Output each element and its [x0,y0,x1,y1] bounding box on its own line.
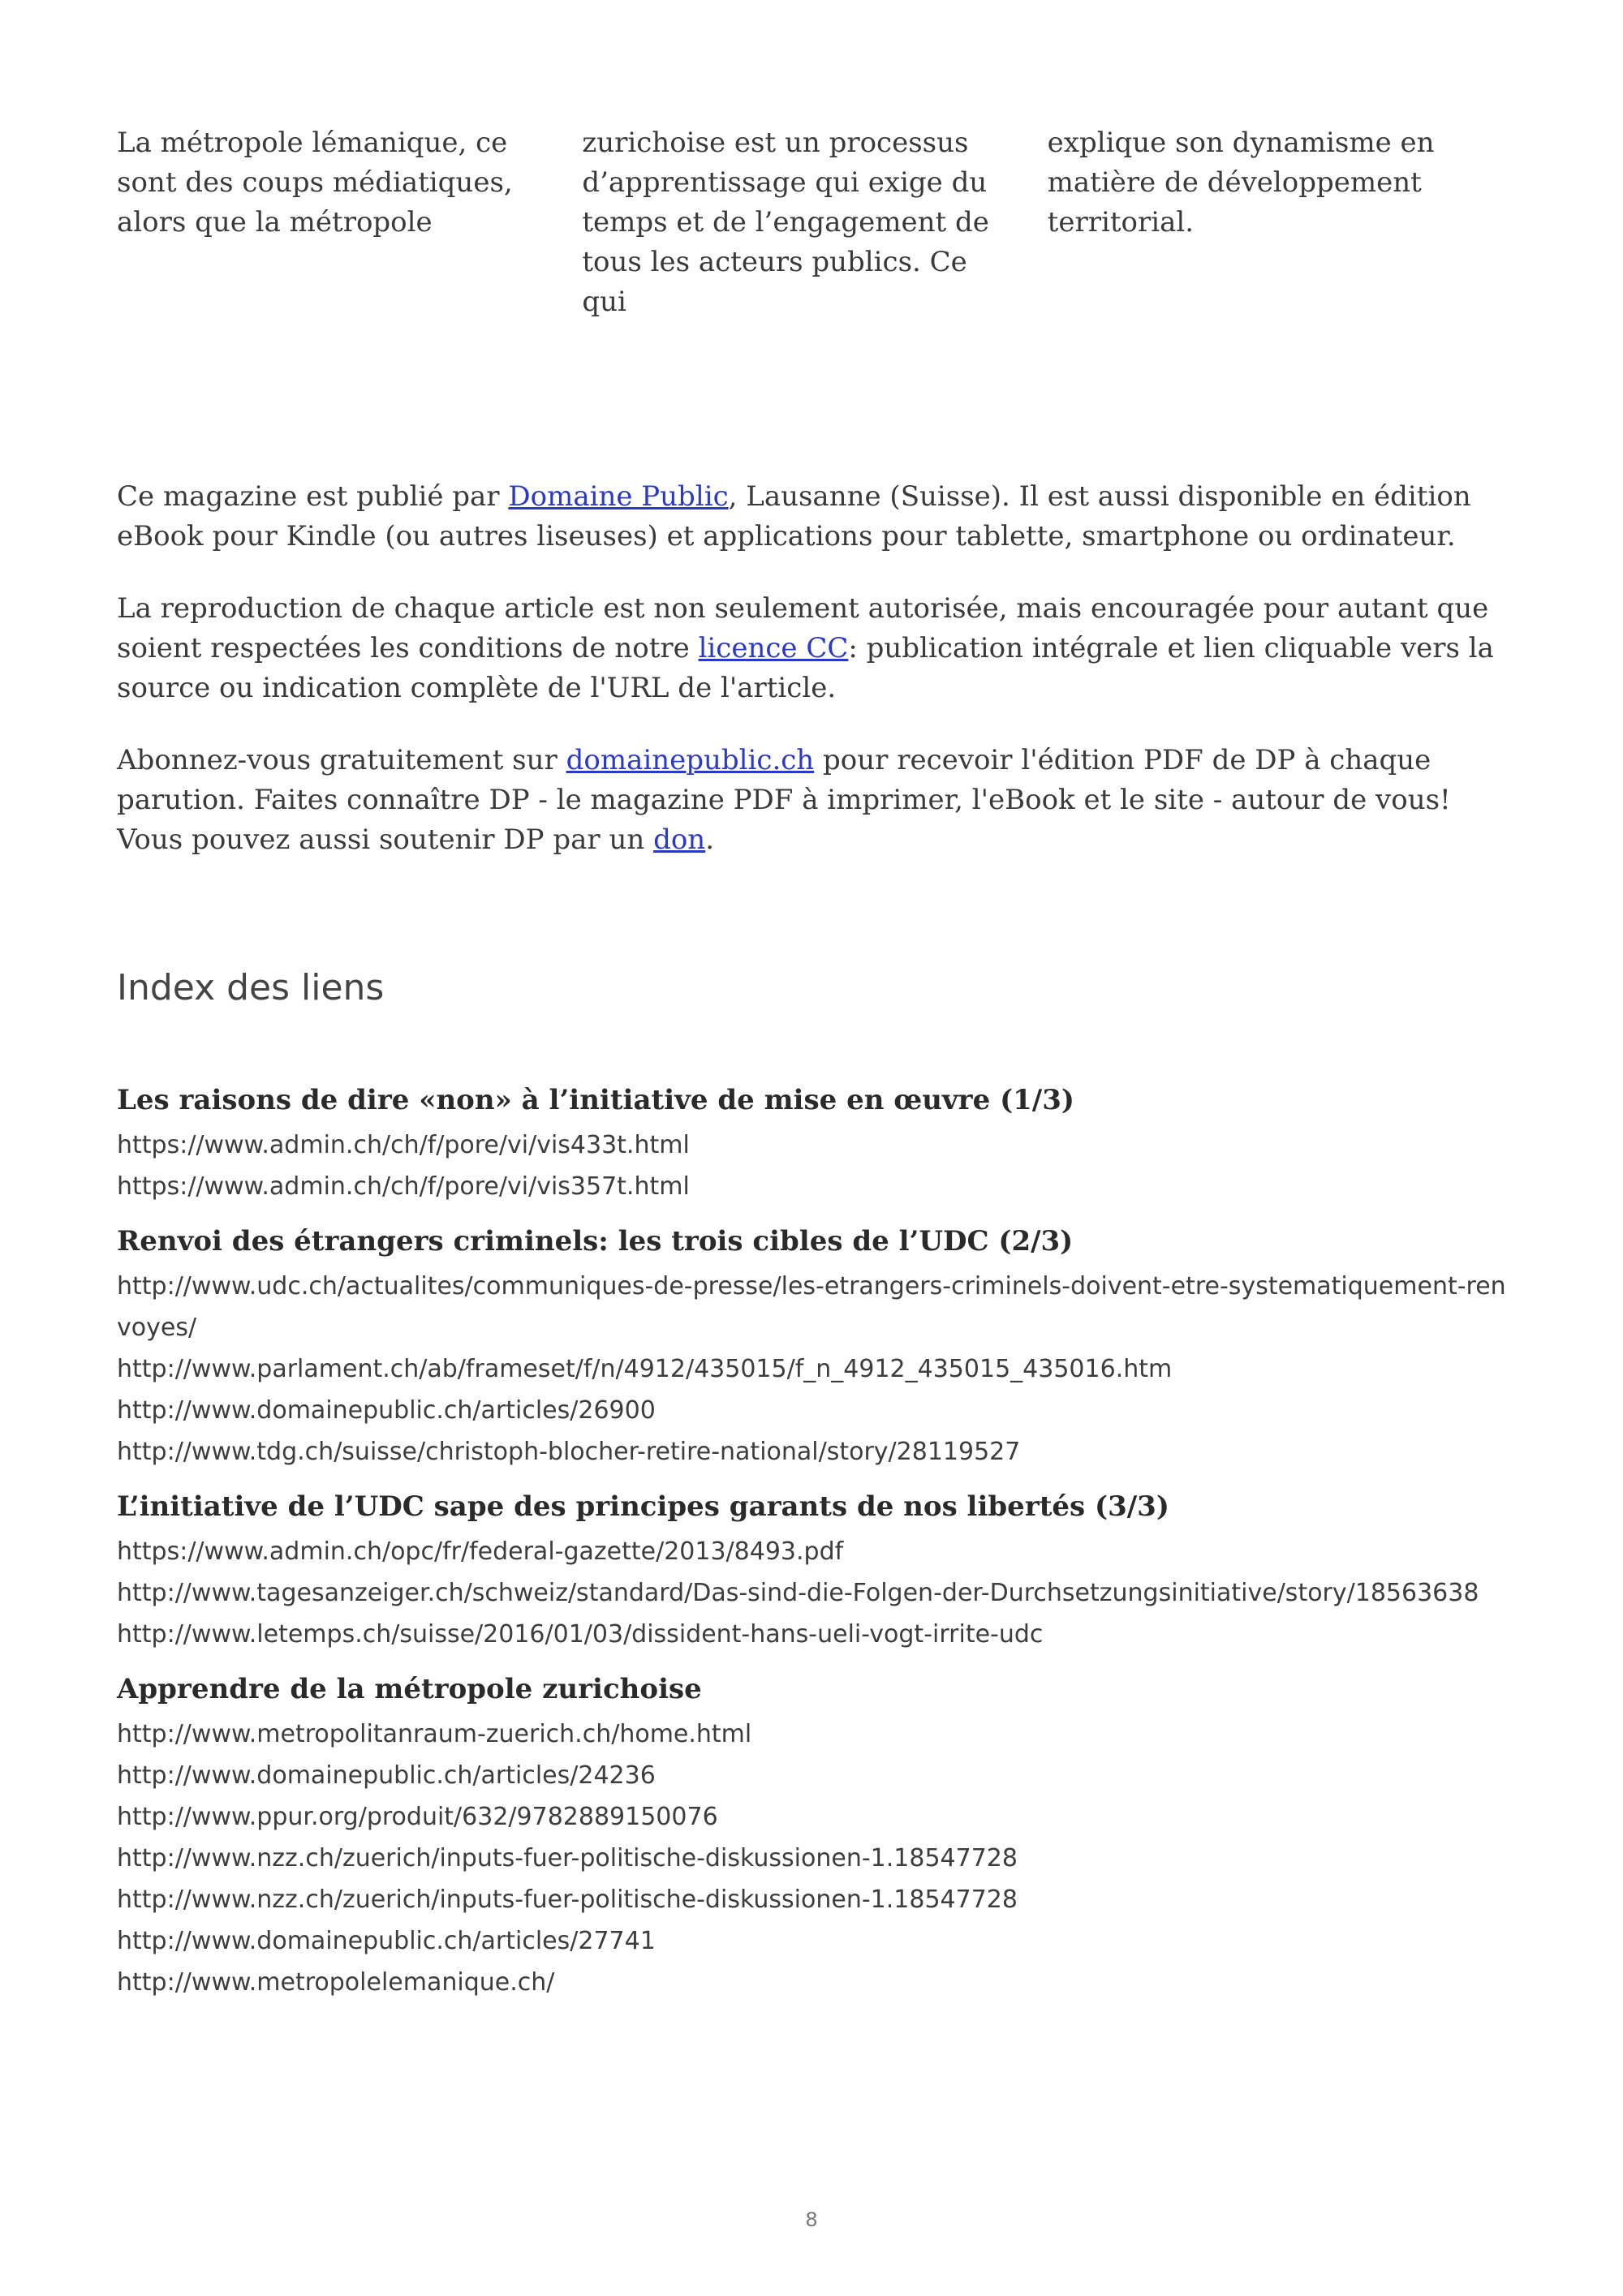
index-link[interactable]: http://www.domainepublic.ch/articles/24236 [117,1761,656,1790]
subscribe-paragraph [117,741,1513,860]
column-text: La métropole lémanique, ce sont des coups médiatiques, alors que la métropole [117,127,513,239]
page-number: 8 [805,2208,818,2231]
index-link[interactable]: http://www.domainepublic.ch/articles/27741 [117,1927,656,1955]
index-link[interactable]: http://www.udc.ch/actualites/communiques-de-presse/les-etrangers-criminels-doivent-etre-systematiquement-renvoyes/ [117,1272,1506,1342]
index-link[interactable]: http://www.nzz.ch/zuerich/inputs-fuer-politische-diskussionen-1.18547728 [117,1885,1018,1914]
index-link[interactable]: http://www.ppur.org/produit/632/9782889150076 [117,1803,718,1831]
text: . [705,823,715,856]
index-section [117,1081,1513,1207]
index-link[interactable]: http://www.metropolelemanique.ch/ [117,1968,555,1997]
index-link[interactable]: https://www.admin.ch/ch/f/pore/vi/vis357t.html [117,1172,690,1201]
publication-info [117,477,1513,892]
index-section [117,1487,1513,1655]
index-link[interactable]: http://www.letemps.ch/suisse/2016/01/03/dissident-hans-ueli-vogt-irrite-udc [117,1620,1044,1649]
text: Ce magazine est publié par [117,480,509,513]
article-column-1 [117,123,545,322]
license-paragraph [117,589,1513,708]
index-link[interactable]: https://www.admin.ch/ch/f/pore/vi/vis433t.html [117,1131,690,1159]
publisher-paragraph [117,477,1513,557]
index-title: Index des liens [117,967,385,1008]
article-column-2 [582,123,1010,322]
text: : publication intégrale et lien cliquable vers la source ou indication complète de l'URL de l'article. [117,632,1494,704]
section-title: L’initiative de l’UDC sape des principes garants de nos libertés (3/3) [117,1490,1169,1523]
column-text: explique son dynamisme en matière de développement territorial. [1047,127,1435,239]
index-link[interactable]: http://www.metropolitanraum-zuerich.ch/home.html [117,1720,752,1748]
index-link[interactable]: http://www.tdg.ch/suisse/christoph-blocher-retire-national/story/28119527 [117,1438,1021,1466]
article-column-3 [1048,123,1476,322]
index-section [117,1670,1513,2003]
licence-cc-link[interactable]: licence CC [698,632,849,664]
column-text: zurichoise est un processus d’apprentissage qui exige du temps et de l’engagement de tous les acteurs publics. Ce qui [582,127,989,318]
index-link[interactable]: https://www.admin.ch/opc/fr/federal-gazette/2013/8493.pdf [117,1537,844,1566]
text: pour recevoir l'édition PDF de DP à chaque parution. Faites connaître DP - le magazine PDF à imprimer, l'eBook et le site - autour de vous! Vous pouvez aussi soutenir DP par un [117,744,1451,856]
domainepublic-link[interactable]: domainepublic.ch [566,744,815,776]
section-title: Apprendre de la métropole zurichoise [117,1673,702,1705]
index-link[interactable]: http://www.tagesanzeiger.ch/schweiz/standard/Das-sind-die-Folgen-der-Durchsetzungsinitiative/story/18563638 [117,1579,1479,1607]
link-index [117,1081,1513,2018]
article-columns [117,123,1513,322]
index-link[interactable]: http://www.nzz.ch/zuerich/inputs-fuer-politische-diskussionen-1.18547728 [117,1844,1018,1872]
text: Abonnez-vous gratuitement sur [117,744,566,776]
index-link[interactable]: http://www.domainepublic.ch/articles/26900 [117,1396,656,1425]
section-title: Les raisons de dire «non» à l’initiative de mise en œuvre (1/3) [117,1084,1074,1116]
index-section [117,1222,1513,1473]
don-link[interactable]: don [653,823,706,856]
domaine-public-link[interactable]: Domaine Public [508,480,729,513]
text: , Lausanne (Suisse). Il est aussi disponible en édition eBook pour Kindle (ou autres liseuses) et applications pour tablette, smartphone ou ordinateur. [117,480,1471,553]
text: La reproduction de chaque article est non seulement autorisée, mais encouragée pour autant que soient respectées les conditions de notre [117,592,1489,664]
section-title: Renvoi des étrangers criminels: les trois cibles de l’UDC (2/3) [117,1225,1074,1258]
index-link[interactable]: http://www.parlament.ch/ab/frameset/f/n/4912/435015/f_n_4912_435015_435016.htm [117,1355,1173,1383]
